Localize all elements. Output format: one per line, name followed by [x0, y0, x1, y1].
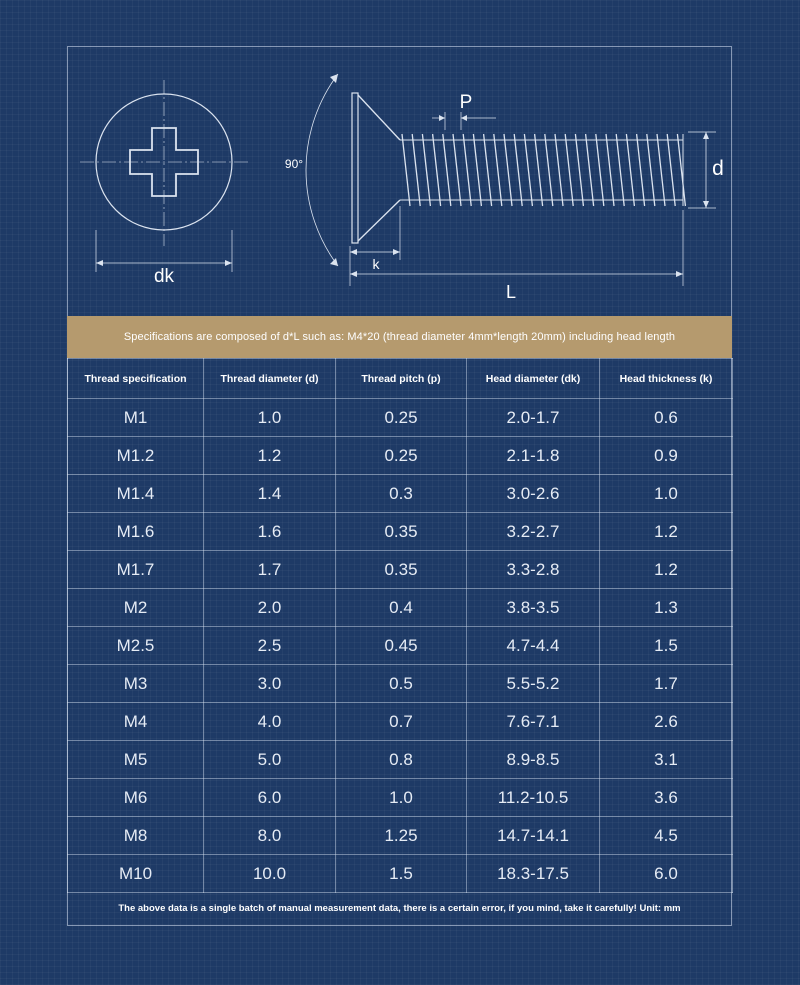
cell-thread-diameter: 1.4	[204, 475, 336, 513]
cell-head-thickness: 0.9	[600, 437, 733, 475]
cell-thread-diameter: 1.0	[204, 399, 336, 437]
cell-thread-diameter: 1.6	[204, 513, 336, 551]
screw-head-side	[352, 93, 358, 243]
cell-thread-diameter: 2.0	[204, 589, 336, 627]
cell-head-diameter: 3.2-2.7	[467, 513, 600, 551]
cell-head-diameter: 11.2-10.5	[467, 779, 600, 817]
cell-head-thickness: 1.5	[600, 627, 733, 665]
cell-thread-pitch: 0.25	[336, 399, 467, 437]
table-row	[68, 437, 733, 475]
cell-thread-spec: M3	[68, 665, 204, 703]
cell-head-thickness: 1.7	[600, 665, 733, 703]
cell-thread-pitch: 0.45	[336, 627, 467, 665]
cell-head-diameter: 18.3-17.5	[467, 855, 600, 893]
cell-head-diameter: 7.6-7.1	[467, 703, 600, 741]
cell-thread-diameter: 5.0	[204, 741, 336, 779]
screw-diagram	[0, 0, 800, 316]
cell-head-thickness: 0.6	[600, 399, 733, 437]
label-d: d	[712, 157, 724, 180]
cell-head-diameter: 2.0-1.7	[467, 399, 600, 437]
cell-head-diameter: 14.7-14.1	[467, 817, 600, 855]
cell-thread-spec: M10	[68, 855, 204, 893]
table-row	[68, 779, 733, 817]
header-head-diameter: Head diameter (dk)	[467, 359, 600, 399]
cell-thread-spec: M1	[68, 399, 204, 437]
cell-thread-spec: M2.5	[68, 627, 204, 665]
cell-head-thickness: 4.5	[600, 817, 733, 855]
table-row	[68, 665, 733, 703]
cell-thread-pitch: 1.25	[336, 817, 467, 855]
cell-thread-pitch: 0.8	[336, 741, 467, 779]
cell-thread-spec: M2	[68, 589, 204, 627]
cell-thread-diameter: 3.0	[204, 665, 336, 703]
cell-head-thickness: 3.1	[600, 741, 733, 779]
table-row	[68, 513, 733, 551]
table-row	[68, 399, 733, 437]
cell-head-thickness: 1.0	[600, 475, 733, 513]
cell-thread-pitch: 0.5	[336, 665, 467, 703]
table-row	[68, 703, 733, 741]
cell-head-thickness: 1.2	[600, 513, 733, 551]
cell-thread-pitch: 0.35	[336, 513, 467, 551]
cell-thread-pitch: 0.3	[336, 475, 467, 513]
table-row	[68, 589, 733, 627]
cell-thread-diameter: 1.7	[204, 551, 336, 589]
spec-table	[67, 358, 733, 893]
cell-head-thickness: 1.3	[600, 589, 733, 627]
header-thread-diameter: Thread diameter (d)	[204, 359, 336, 399]
table-row	[68, 741, 733, 779]
cell-thread-spec: M5	[68, 741, 204, 779]
cell-thread-spec: M1.7	[68, 551, 204, 589]
table-row	[68, 627, 733, 665]
cell-head-thickness: 6.0	[600, 855, 733, 893]
cell-thread-pitch: 0.4	[336, 589, 467, 627]
cell-head-diameter: 4.7-4.4	[467, 627, 600, 665]
cell-head-thickness: 1.2	[600, 551, 733, 589]
table-row	[68, 475, 733, 513]
cell-thread-diameter: 6.0	[204, 779, 336, 817]
cell-head-thickness: 2.6	[600, 703, 733, 741]
cell-thread-pitch: 0.25	[336, 437, 467, 475]
cell-thread-spec: M1.4	[68, 475, 204, 513]
cell-thread-diameter: 1.2	[204, 437, 336, 475]
cell-thread-spec: M4	[68, 703, 204, 741]
cell-head-diameter: 5.5-5.2	[467, 665, 600, 703]
cell-thread-pitch: 1.5	[336, 855, 467, 893]
cell-thread-spec: M8	[68, 817, 204, 855]
cell-head-diameter: 3.3-2.8	[467, 551, 600, 589]
cell-head-diameter: 3.0-2.6	[467, 475, 600, 513]
cell-thread-pitch: 0.35	[336, 551, 467, 589]
cell-head-diameter: 3.8-3.5	[467, 589, 600, 627]
cell-thread-pitch: 0.7	[336, 703, 467, 741]
table-row	[68, 817, 733, 855]
cell-head-diameter: 8.9-8.5	[467, 741, 600, 779]
spec-banner: Specifications are composed of d*L such as: M4*20 (thread diameter 4mm*length 20mm) including head length	[67, 316, 732, 358]
cell-thread-spec: M1.6	[68, 513, 204, 551]
footer-note: The above data is a single batch of manual measurement data, there is a certain error, if you mind, take it carefully! Unit: mm	[118, 902, 681, 914]
label-k: k	[372, 256, 380, 272]
cell-thread-diameter: 4.0	[204, 703, 336, 741]
label-dk: dk	[153, 266, 175, 287]
cell-thread-diameter: 10.0	[204, 855, 336, 893]
label-pitch: P	[459, 92, 473, 113]
cell-head-diameter: 2.1-1.8	[467, 437, 600, 475]
cell-thread-diameter: 8.0	[204, 817, 336, 855]
table-row	[68, 551, 733, 589]
cell-thread-pitch: 1.0	[336, 779, 467, 817]
header-head-thickness: Head thickness (k)	[600, 359, 733, 399]
cell-head-thickness: 3.6	[600, 779, 733, 817]
thread-lines	[402, 134, 685, 206]
table-row	[68, 855, 733, 893]
cell-thread-spec: M6	[68, 779, 204, 817]
header-thread-pitch: Thread pitch (p)	[336, 359, 467, 399]
cell-thread-spec: M1.2	[68, 437, 204, 475]
label-angle: 90°	[284, 157, 304, 171]
cell-thread-diameter: 2.5	[204, 627, 336, 665]
table-header-row	[68, 359, 733, 399]
label-length: L	[505, 282, 517, 302]
header-thread-spec: Thread specification	[68, 359, 204, 399]
